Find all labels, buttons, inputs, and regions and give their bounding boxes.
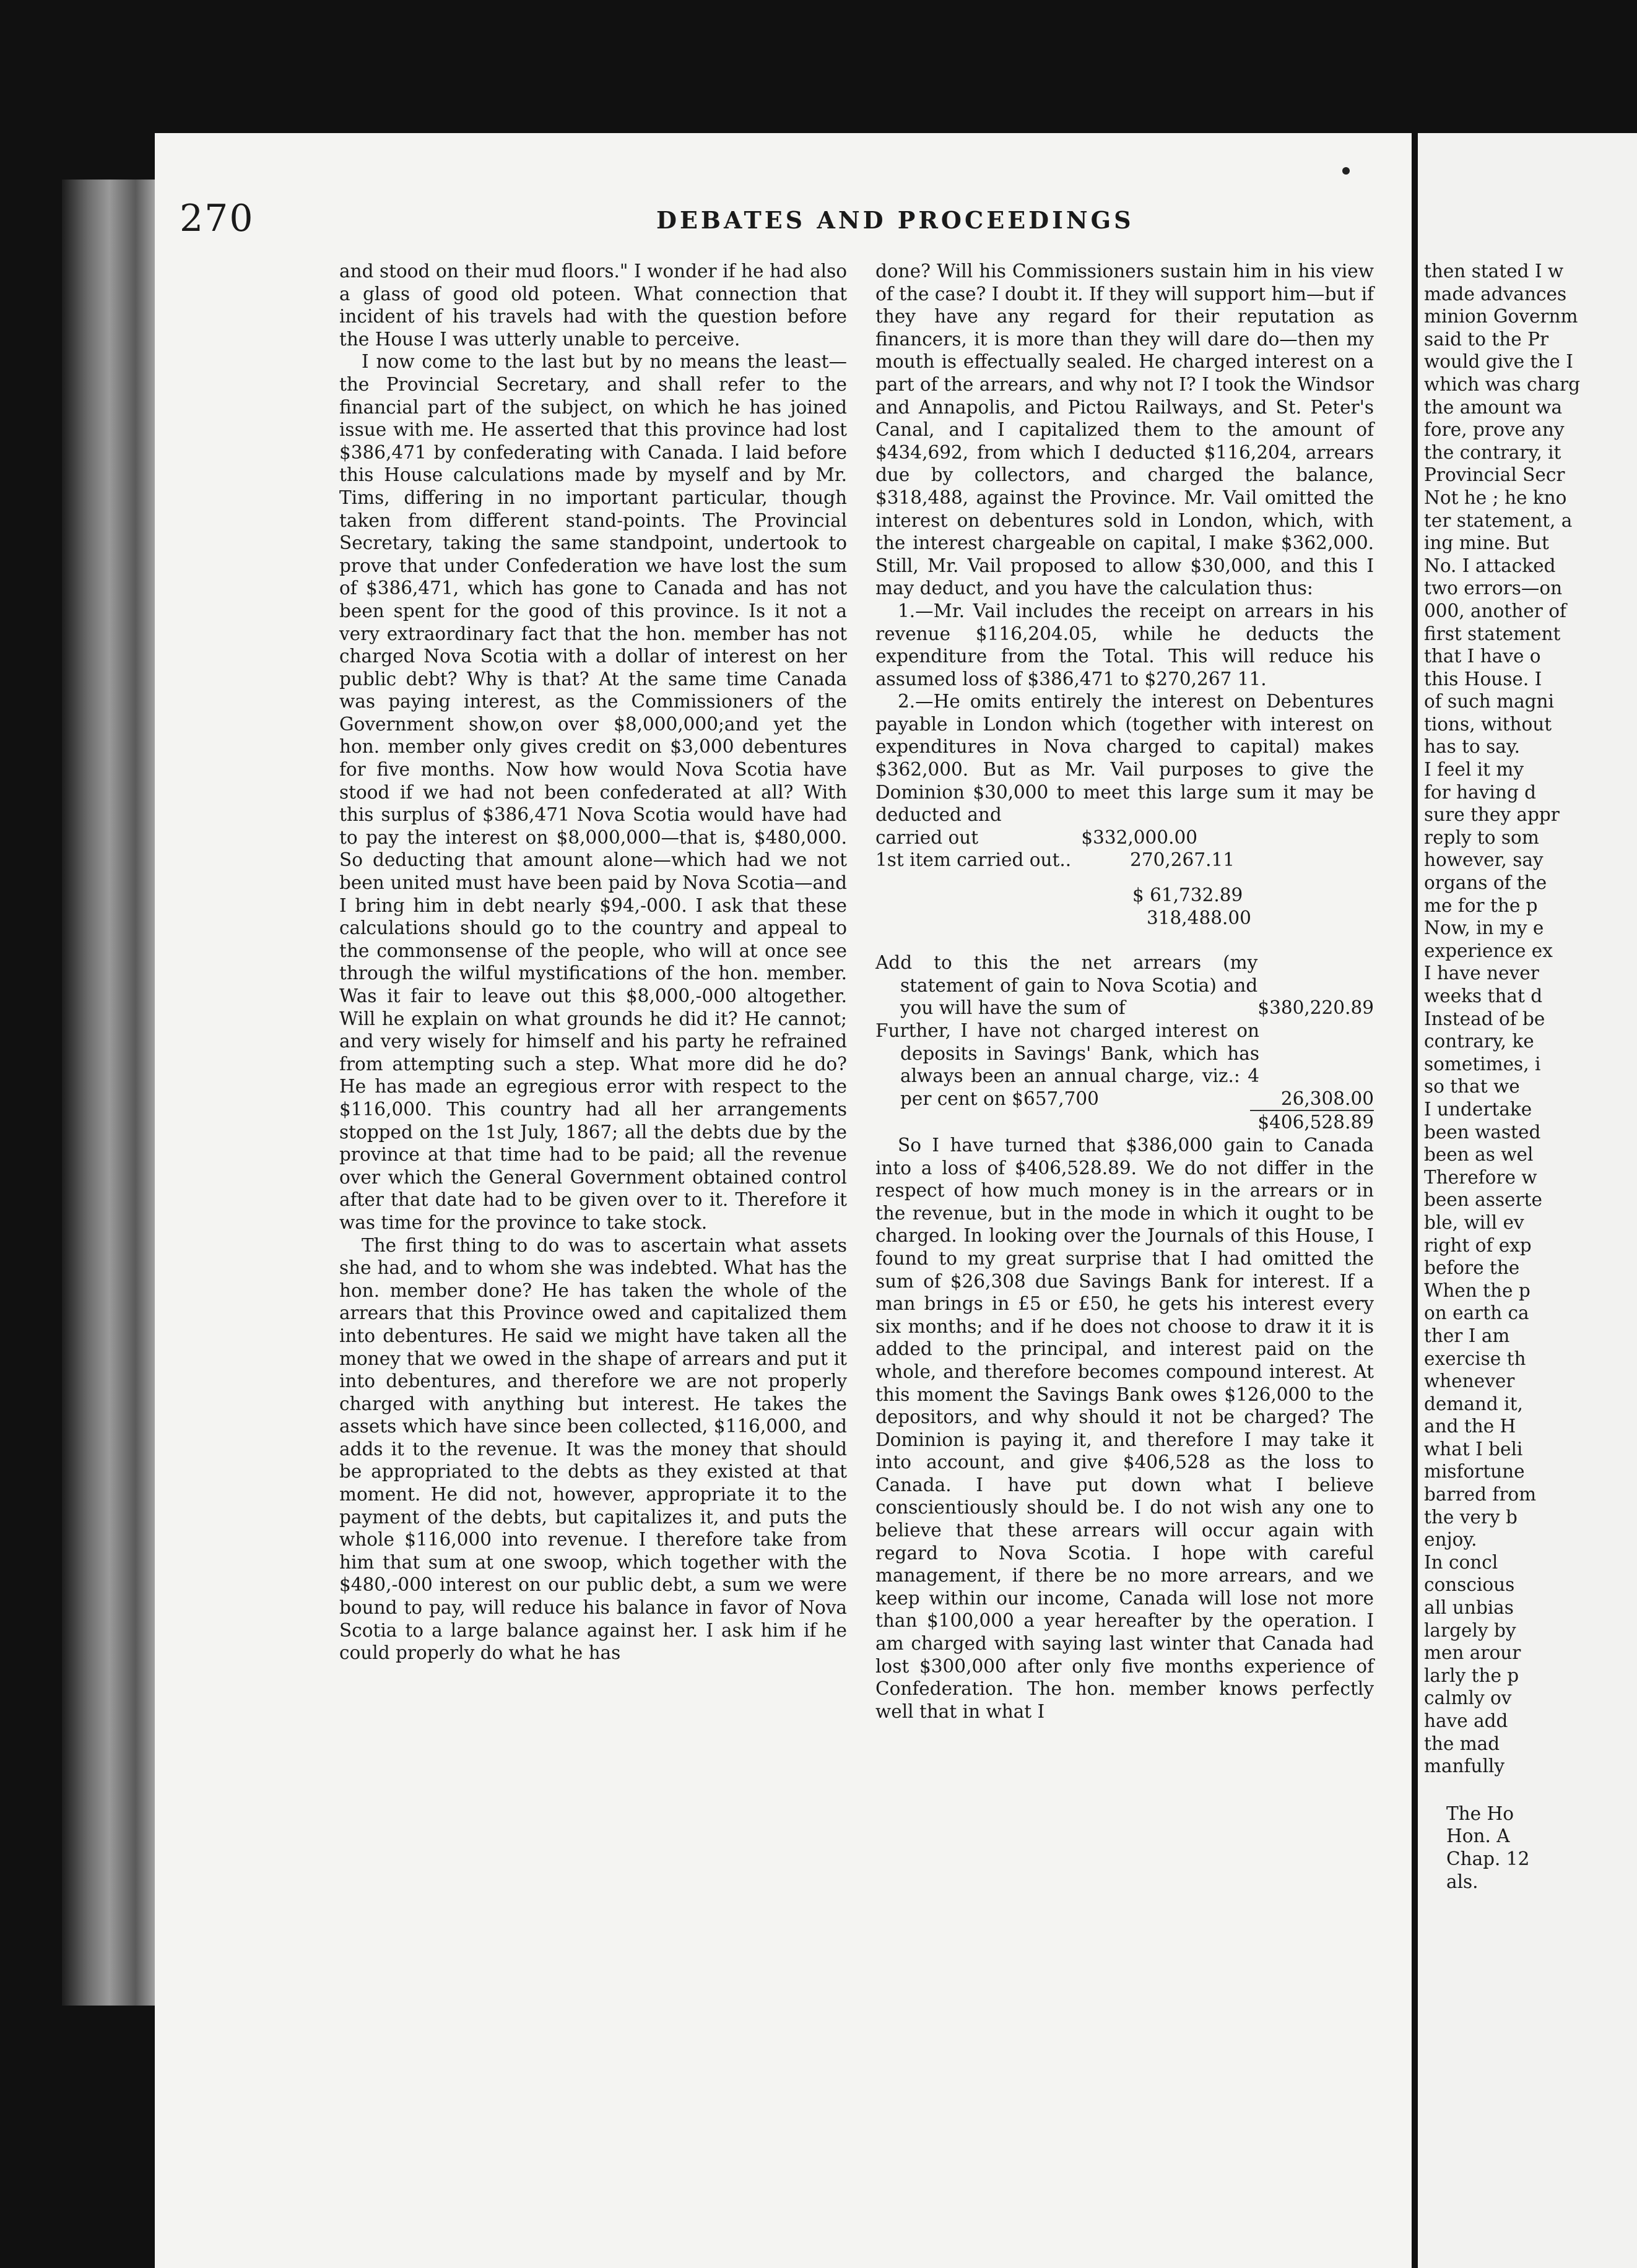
acct-value: 270,267.11 bbox=[1130, 849, 1235, 871]
acct-value: $380,220.89 bbox=[1257, 997, 1374, 1019]
acct-label: 1st item carried out.. bbox=[875, 849, 1072, 871]
paragraph: 1.—Mr. Vail includes the receipt on arrears in his revenue $116,204.05, while he deducts the expenditure from the Total. This will reduce his assumed loss of $386,471 to $270,267 11. bbox=[875, 600, 1374, 690]
fragment-line: made advances bbox=[1424, 283, 1567, 305]
fragment-line: all unbias bbox=[1424, 1597, 1514, 1619]
fragment-line: for having d bbox=[1424, 781, 1536, 803]
paragraph: done? Will his Commissioners sustain him in his view of the case? I doubt it. If they will support him—but if they have any regard for their reputation as financers, it is more than they will dare do—then my mouth is effectually sealed. He charged interest on a part of the arrears, and why not I? I took the Windsor and Annapolis, and Pictou Railways, and St. Peter's Canal, and I capitalized them to the amount of $434,692, from which I deducted $116,204, arrears due by collectors, and charged the balance, $318,488, against the Province. Mr. Vail omitted the interest on debentures sold in London, which, with the interest chargeable on capital, I make $362,000. Still, Mr. Vail proposed to allow $30,000, and this I may deduct, and you have the calculation thus: bbox=[875, 261, 1374, 599]
fragment-line: I feel it my bbox=[1424, 759, 1524, 781]
fragment-line: Now, in my e bbox=[1424, 917, 1544, 939]
fragment-line: ther I am bbox=[1424, 1325, 1510, 1346]
fragment-line: tions, without bbox=[1424, 713, 1552, 735]
fragment-line: first statement bbox=[1424, 623, 1561, 644]
fragment-line: before the bbox=[1424, 1257, 1520, 1279]
ink-dot bbox=[1342, 167, 1350, 175]
fragment-line: has to say. bbox=[1424, 736, 1520, 758]
fragment-line: two errors—on bbox=[1424, 578, 1563, 599]
paragraph: 2.—He omits entirely the interest on Debentures payable in London which (together with interest on expenditures in Nova charged to capital) makes $362,000. But as Mr. Vail purposes to give the Dominion $30,000 to meet this large sum it may be deducted and bbox=[875, 691, 1374, 826]
account-table bbox=[875, 826, 1374, 1134]
fragment-line: on earth ca bbox=[1424, 1302, 1529, 1324]
acct-label: carried out bbox=[875, 826, 979, 848]
fragment-line: however, say bbox=[1424, 849, 1544, 871]
fragment-line: sometimes, i bbox=[1424, 1053, 1541, 1075]
facing-page-text bbox=[1424, 260, 1580, 1893]
fragment-line: Hon. A bbox=[1446, 1825, 1510, 1847]
fragment-line: exercise th bbox=[1424, 1348, 1526, 1369]
fragment-line: sure they appr bbox=[1424, 804, 1560, 826]
fragment-line: me for the p bbox=[1424, 894, 1538, 916]
book-spine bbox=[62, 180, 167, 2006]
acct-value: 26,308.00 bbox=[1280, 1088, 1374, 1109]
acct-value: $332,000.00 bbox=[1081, 826, 1197, 848]
fragment-line: so that we bbox=[1424, 1076, 1520, 1097]
fragment-line: ter statement, a bbox=[1424, 509, 1573, 531]
fragment-line: ing mine. But bbox=[1424, 532, 1549, 554]
fragment-line: been as wel bbox=[1424, 1144, 1534, 1166]
fragment-line: said to the Pr bbox=[1424, 328, 1549, 350]
fragment-line: this House. I bbox=[1424, 668, 1542, 690]
fragment-line: would give the I bbox=[1424, 351, 1573, 373]
paragraph: So I have turned that $386,000 gain to Canada into a loss of $406,528.89. We do not differ in the respect of how much money is in the arrears or in the revenue, but in the mode in which it ought to be charged. In looking over the Journals of this House, I found to my great surprise that I had omitted the sum of $26,308 due Savings Bank for interest. If a man brings in £5 or £50, he gets his interest every six months; and if he does not choose to draw it it is added to the principal, and interest paid on the whole, and therefore becomes compound interest. At this moment the Savings Bank owes $126,000 to the depositors, and why should it not be charged? The Dominion is paying it, and therefore I may take it into account, and give $406,528 as the loss to Canada. I have put down what I believe conscientiously should be. I do not wish any one to believe that these arrears will occur again with regard to Nova Scotia. I hope with careful management, if there be no more arrears, and we keep within our income, Canada will lose not more than $100,000 a year hereafter by the operation. I am charged with saying last winter that Canada had lost $300,000 after only five months experience of Confederation. The hon. member knows perfectly well that in what I bbox=[875, 1134, 1374, 1722]
fragment-line: the contrary, it bbox=[1424, 441, 1561, 463]
fragment-line: the amount wa bbox=[1424, 396, 1563, 418]
fragment-line: men arour bbox=[1424, 1642, 1521, 1664]
fragment-line: right of exp bbox=[1424, 1234, 1532, 1256]
fragment-line: the very b bbox=[1424, 1506, 1518, 1528]
fragment-line: weeks that d bbox=[1424, 985, 1543, 1006]
fragment-line: what I beli bbox=[1424, 1438, 1523, 1460]
fragment-line: reply to som bbox=[1424, 826, 1539, 848]
acct-value: 318,488.00 bbox=[1147, 907, 1251, 928]
fragment-line: which was charg bbox=[1424, 373, 1581, 395]
acct-total: $406,528.89 bbox=[1257, 1112, 1374, 1133]
fragment-line: larly the p bbox=[1424, 1664, 1519, 1686]
fragment-line: Therefore w bbox=[1424, 1166, 1537, 1188]
fragment-line: manfully bbox=[1424, 1755, 1505, 1777]
page-number: 270 bbox=[180, 197, 254, 240]
fragment-line: enjoy. bbox=[1424, 1529, 1477, 1551]
fragment-line: In concl bbox=[1424, 1551, 1498, 1573]
fragment-line: the mad bbox=[1424, 1733, 1500, 1754]
fragment-line: barred from bbox=[1424, 1484, 1537, 1505]
left-column bbox=[339, 260, 847, 1664]
running-head: DEBATES AND PROCEEDINGS bbox=[656, 206, 1134, 234]
fragment-line: minion Governm bbox=[1424, 306, 1578, 327]
fragment-line: als. bbox=[1446, 1871, 1479, 1892]
paragraph: I now come to the last but by no means the least—the Provincial Secretary, and shall refer to the financial part of the subject, on which he has joined issue with me. He asserted that this province had lost $386,471 by confederating with Canada. I laid before this House calculations made by myself and by Mr. Tims, differing in no important particular, though taken from different stand-points. The Provincial Secretary, taking the same standpoint, undertook to prove that under Confederation we have lost the sum of $386,471, which has gone to Canada and has not been spent for the good of this province. Is it not a very extraordinary fact that the hon. member has not charged Nova Scotia with a dollar of interest on her public debt? Why is that? At the same time Canada was paying interest, as the Commissioners of the Government show,on over $8,000,000;and yet the hon. member only gives credit on $3,000 debentures for five months. Now how would Nova Scotia have stood if we had not been confederated at all? With this surplus of $386,471 Nova Scotia would have had to pay the interest on $8,000,000—that is, $480,000. So deducting that amount alone—which had we not been united must have been paid by Nova Scotia—and I bring him in debt nearly $94,-000. I ask that these calculations should go to the country and appeal to the commonsense of the people, who will at once see through the wilful mystifications of the hon. member. Was it fair to leave out this $8,000,-000 altogether. Will he explain on what grounds he did it? He cannot; and very wisely for himself and his party he refrained from attempting such a step. What more did he do? He has made an egregious error with respect to the $116,000. This country had all her arrangements stopped on the 1st July, 1867; all the debts due by the province at that time had to be paid; all the revenue over which the General Government obtained control after that date had to be given over to it. Therefore it was time for the province to take stock. bbox=[339, 351, 847, 1233]
fragment-line: Not he ; he kno bbox=[1424, 487, 1567, 508]
fragment-line: then stated I w bbox=[1424, 261, 1564, 282]
fragment-line: misfortune bbox=[1424, 1461, 1525, 1482]
acct-label: Further, I have not charged interest on deposits in Savings' Bank, which has always been an annual charge, viz.: 4 per cent on $657,700 bbox=[875, 1020, 1259, 1109]
fragment-line: The Ho bbox=[1446, 1803, 1514, 1824]
fragment-line: I have never bbox=[1424, 963, 1539, 984]
fragment-line: been asserte bbox=[1424, 1189, 1542, 1211]
fragment-footer bbox=[1424, 1803, 1580, 1893]
fragment-line: largely by bbox=[1424, 1619, 1516, 1641]
fragment-line: calmly ov bbox=[1424, 1687, 1512, 1709]
middle-column bbox=[875, 260, 1374, 1723]
paragraph: and stood on their mud floors." I wonder if he had also a glass of good old poteen. What connection that incident of his travels had with the question before the House I was utterly unable to perceive. bbox=[339, 261, 847, 350]
fragment-line: Chap. 12 bbox=[1446, 1848, 1530, 1869]
fragment-line: have add bbox=[1424, 1710, 1508, 1731]
paragraph: The first thing to do was to ascertain what assets she had, and to whom she was indebted. What has the hon. member done? He has taken the whole of the arrears that this Province owed and capitalized them into debentures. He said we might have taken all the money that we owed in the shape of arrears and put it into debentures, and therefore we are not properly charged with anything but interest. He takes the assets which have since been collected, $116,000, and adds it to the revenue. It was the money that should be appropriated to the debts as they existed at that moment. He did not, however, appropriate it to the payment of the debts, but capitalizes it, and puts the whole $116,000 into revenue. I therefore take from him that sum at one swoop, which together with the $480,-000 interest on our public debt, a sum we were bound to pay, will reduce his balance in favor of Nova Scotia to a large balance against her. I ask him if he could properly do what he has bbox=[339, 1234, 847, 1664]
fragment-line: When the p bbox=[1424, 1279, 1531, 1301]
fragment-line: demand it, bbox=[1424, 1393, 1523, 1414]
fragment-line: whenever bbox=[1424, 1370, 1515, 1392]
acct-label: Add to this the net arrears (my statement of gain to Nova Scotia) and you will have the sum of bbox=[875, 952, 1258, 1019]
fragment-line: that I have o bbox=[1424, 646, 1541, 667]
fragment-line: and the H bbox=[1424, 1416, 1516, 1437]
fragment-line: fore, prove any bbox=[1424, 419, 1565, 441]
fragment-line: of such magni bbox=[1424, 691, 1554, 712]
fragment-line: No. I attacked bbox=[1424, 555, 1556, 576]
fragment-line: been wasted bbox=[1424, 1121, 1541, 1143]
fragment-line: experience ex bbox=[1424, 940, 1553, 961]
fragment-line: conscious bbox=[1424, 1574, 1515, 1596]
fragment-line: I undertake bbox=[1424, 1098, 1532, 1120]
fragment-line: contrary, ke bbox=[1424, 1031, 1534, 1052]
fragment-line: Instead of be bbox=[1424, 1008, 1545, 1029]
fragment-line: 000, another of bbox=[1424, 600, 1566, 621]
fragment-line: organs of the bbox=[1424, 872, 1547, 894]
fragment-line: ble, will ev bbox=[1424, 1211, 1524, 1233]
facing-page bbox=[1418, 133, 1637, 2268]
fragment-line: Provincial Secr bbox=[1424, 464, 1565, 486]
acct-value: $ 61,732.89 bbox=[1132, 885, 1243, 906]
